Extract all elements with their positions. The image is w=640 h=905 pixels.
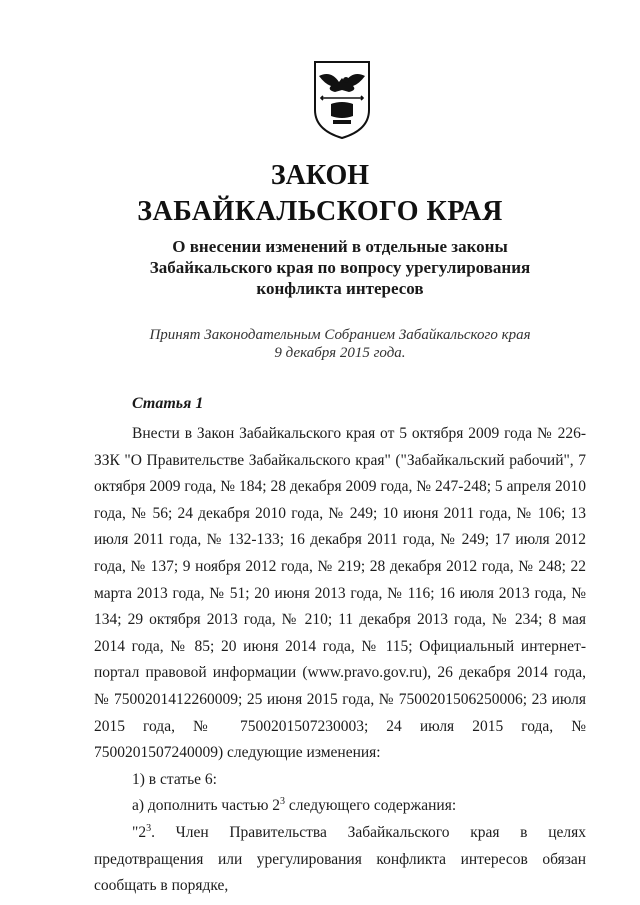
lower-emblem-bar: [333, 120, 351, 124]
subtitle-line: конфликта интересов: [256, 279, 424, 298]
amendment-subitem: [94, 793, 586, 820]
region-title: ЗАБАЙКАЛЬСКОГО КРАЯ: [137, 196, 503, 227]
superscript: 3: [146, 822, 152, 834]
subtitle-line: Забайкальского края по вопросу урегулирования: [149, 258, 531, 277]
lower-emblem: [331, 102, 353, 118]
article-heading: Статья 1: [132, 395, 204, 412]
coat-of-arms-emblem: [313, 60, 371, 140]
shield-shape: [315, 62, 369, 138]
quote-text: . Член Правительства Забайкальского края в целях предотвращения или урегулирования конфликта интересов обязан сообщать в порядке,: [94, 823, 586, 895]
law-title: ЗАКОН: [270, 160, 370, 191]
quote-open: "2: [132, 823, 147, 841]
article-body: [94, 421, 586, 900]
subtitle-line: О внесении изменений в отдельные законы: [172, 237, 508, 256]
eagle-head: [343, 77, 349, 83]
quoted-provision: [94, 820, 586, 900]
law-subtitle: [100, 236, 580, 299]
amendment-item: 1) в статье 6:: [132, 770, 217, 788]
adoption-date: 9 декабря 2015 года.: [274, 345, 406, 361]
subitem-text: а) дополнить частью 2: [132, 797, 281, 815]
subitem-text-end: следующего содержания:: [285, 797, 457, 815]
adoption-note: [100, 326, 580, 362]
article-paragraph: Внести в Закон Забайкальского края от 5 октября 2009 года № 226-ЗЗК "О Правительстве Забайкальского края" ("Забайкальский рабочий", 7 октября 2009 года, № 184; 28 декабря 2009 года, № 247-248; 5 апреля 2010 года, № 56; 24 декабря 2010 года, № 249; 10 июня 2011 года, № 106; 13 июля 2011 года, № 132-133; 16 декабря 2011 года, № 249; 17 июля 2012 года, № 137; 9 ноября 2012 года, № 219; 28 декабря 2012 года, № 248; 22 марта 2013 года, № 51; 20 июня 2013 года, № 116; 16 июля 2013 года, № 134; 29 октября 2013 года, № 210; 11 декабря 2013 года, № 234; 8 мая 2014 года, № 85; 20 июня 2014 года, № 115; Официальный интернет-портал правовой информации (www.pravo.gov.ru), 26 декабря 2014 года, № 7500201412260009; 25 июня 2015 года, № 7500201506250006; 23 июля 2015 года, № 7500201507230003; 24 июля 2015 года, № 7500201507240009) следующие изменения:: [94, 425, 586, 762]
superscript: 3: [280, 796, 286, 808]
adoption-line: Принят Законодательным Собранием Забайкальского края: [149, 327, 531, 343]
